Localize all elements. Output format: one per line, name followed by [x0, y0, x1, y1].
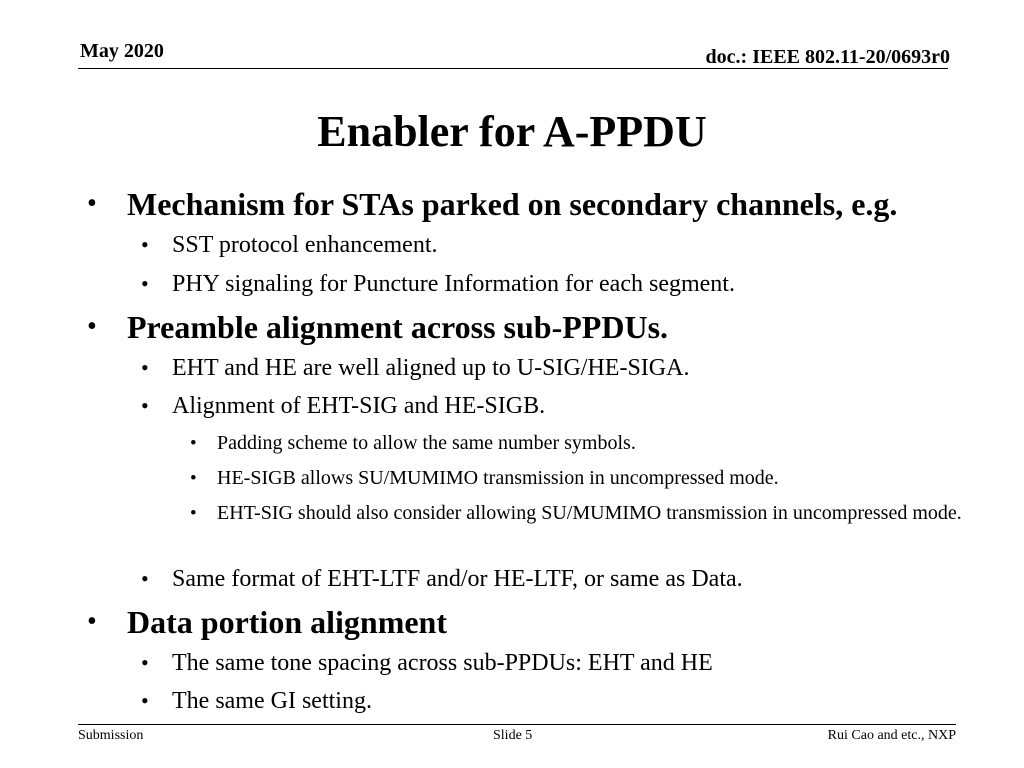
bullet-text: SST protocol enhancement. [172, 232, 438, 258]
slide-title: Enabler for A-PPDU [317, 107, 707, 156]
sub-sub-bullet-item [190, 463, 779, 494]
bullet-text: Padding scheme to allow the same number symbols. [217, 432, 636, 454]
bullet-item [87, 604, 447, 641]
bullet-item [87, 309, 669, 346]
bullet-dot-icon: • [141, 232, 149, 257]
bullet-dot-icon: • [141, 688, 149, 713]
sub-sub-bullet-item [190, 498, 962, 529]
bullet-text: EHT-SIG should also consider allowing SU/MUMIMO transmission in uncompressed mode. [217, 502, 962, 524]
bullet-text: The same GI setting. [172, 688, 372, 714]
bullet-text: Alignment of EHT-SIG and HE-SIGB. [172, 393, 546, 419]
bullet-dot-icon: • [141, 271, 149, 296]
sub-bullet-item [141, 650, 713, 677]
footer-slide-number: Slide 5 [493, 728, 533, 743]
bullet-text: EHT and HE are well aligned up to U-SIG/HE-SIGA. [172, 355, 690, 381]
footer-submission: Submission [78, 728, 144, 743]
header-date: May 2020 [80, 40, 164, 62]
bullet-text: Mechanism for STAs parked on secondary channels, e.g. [127, 186, 898, 222]
bullet-dot-icon: • [87, 606, 97, 637]
bullet-text: PHY signaling for Puncture Information for each segment. [172, 271, 735, 297]
sub-bullet-item [141, 688, 372, 715]
bullet-text: Preamble alignment across sub-PPDUs. [127, 309, 669, 345]
sub-bullet-item [141, 271, 735, 298]
bullet-dot-icon: • [141, 650, 149, 675]
bullet-dot-icon: • [141, 566, 149, 591]
sub-bullet-item [141, 393, 546, 420]
bullet-text: Same format of EHT-LTF and/or HE-LTF, or same as Data. [172, 566, 743, 592]
bullet-text: The same tone spacing across sub-PPDUs: EHT and HE [172, 650, 713, 676]
footer-author: Rui Cao and etc., NXP [827, 728, 956, 743]
bullet-dot-icon: • [190, 433, 197, 454]
bullet-dot-icon: • [141, 355, 149, 380]
bullet-dot-icon: • [87, 188, 97, 219]
bullet-text: Data portion alignment [127, 604, 447, 640]
sub-sub-bullet-item [190, 428, 636, 459]
bullet-dot-icon: • [141, 393, 149, 418]
sub-bullet-item [141, 566, 743, 593]
sub-bullet-item [141, 355, 690, 382]
bullet-dot-icon: • [190, 503, 197, 524]
bullet-dot-icon: • [190, 468, 197, 489]
footer-divider [78, 724, 956, 725]
bullet-dot-icon: • [87, 311, 97, 342]
sub-bullet-item [141, 232, 438, 259]
header-doc-id: doc.: IEEE 802.11-20/0693r0 [705, 46, 950, 68]
bullet-item [87, 186, 898, 223]
bullet-text: HE-SIGB allows SU/MUMIMO transmission in uncompressed mode. [217, 467, 779, 489]
